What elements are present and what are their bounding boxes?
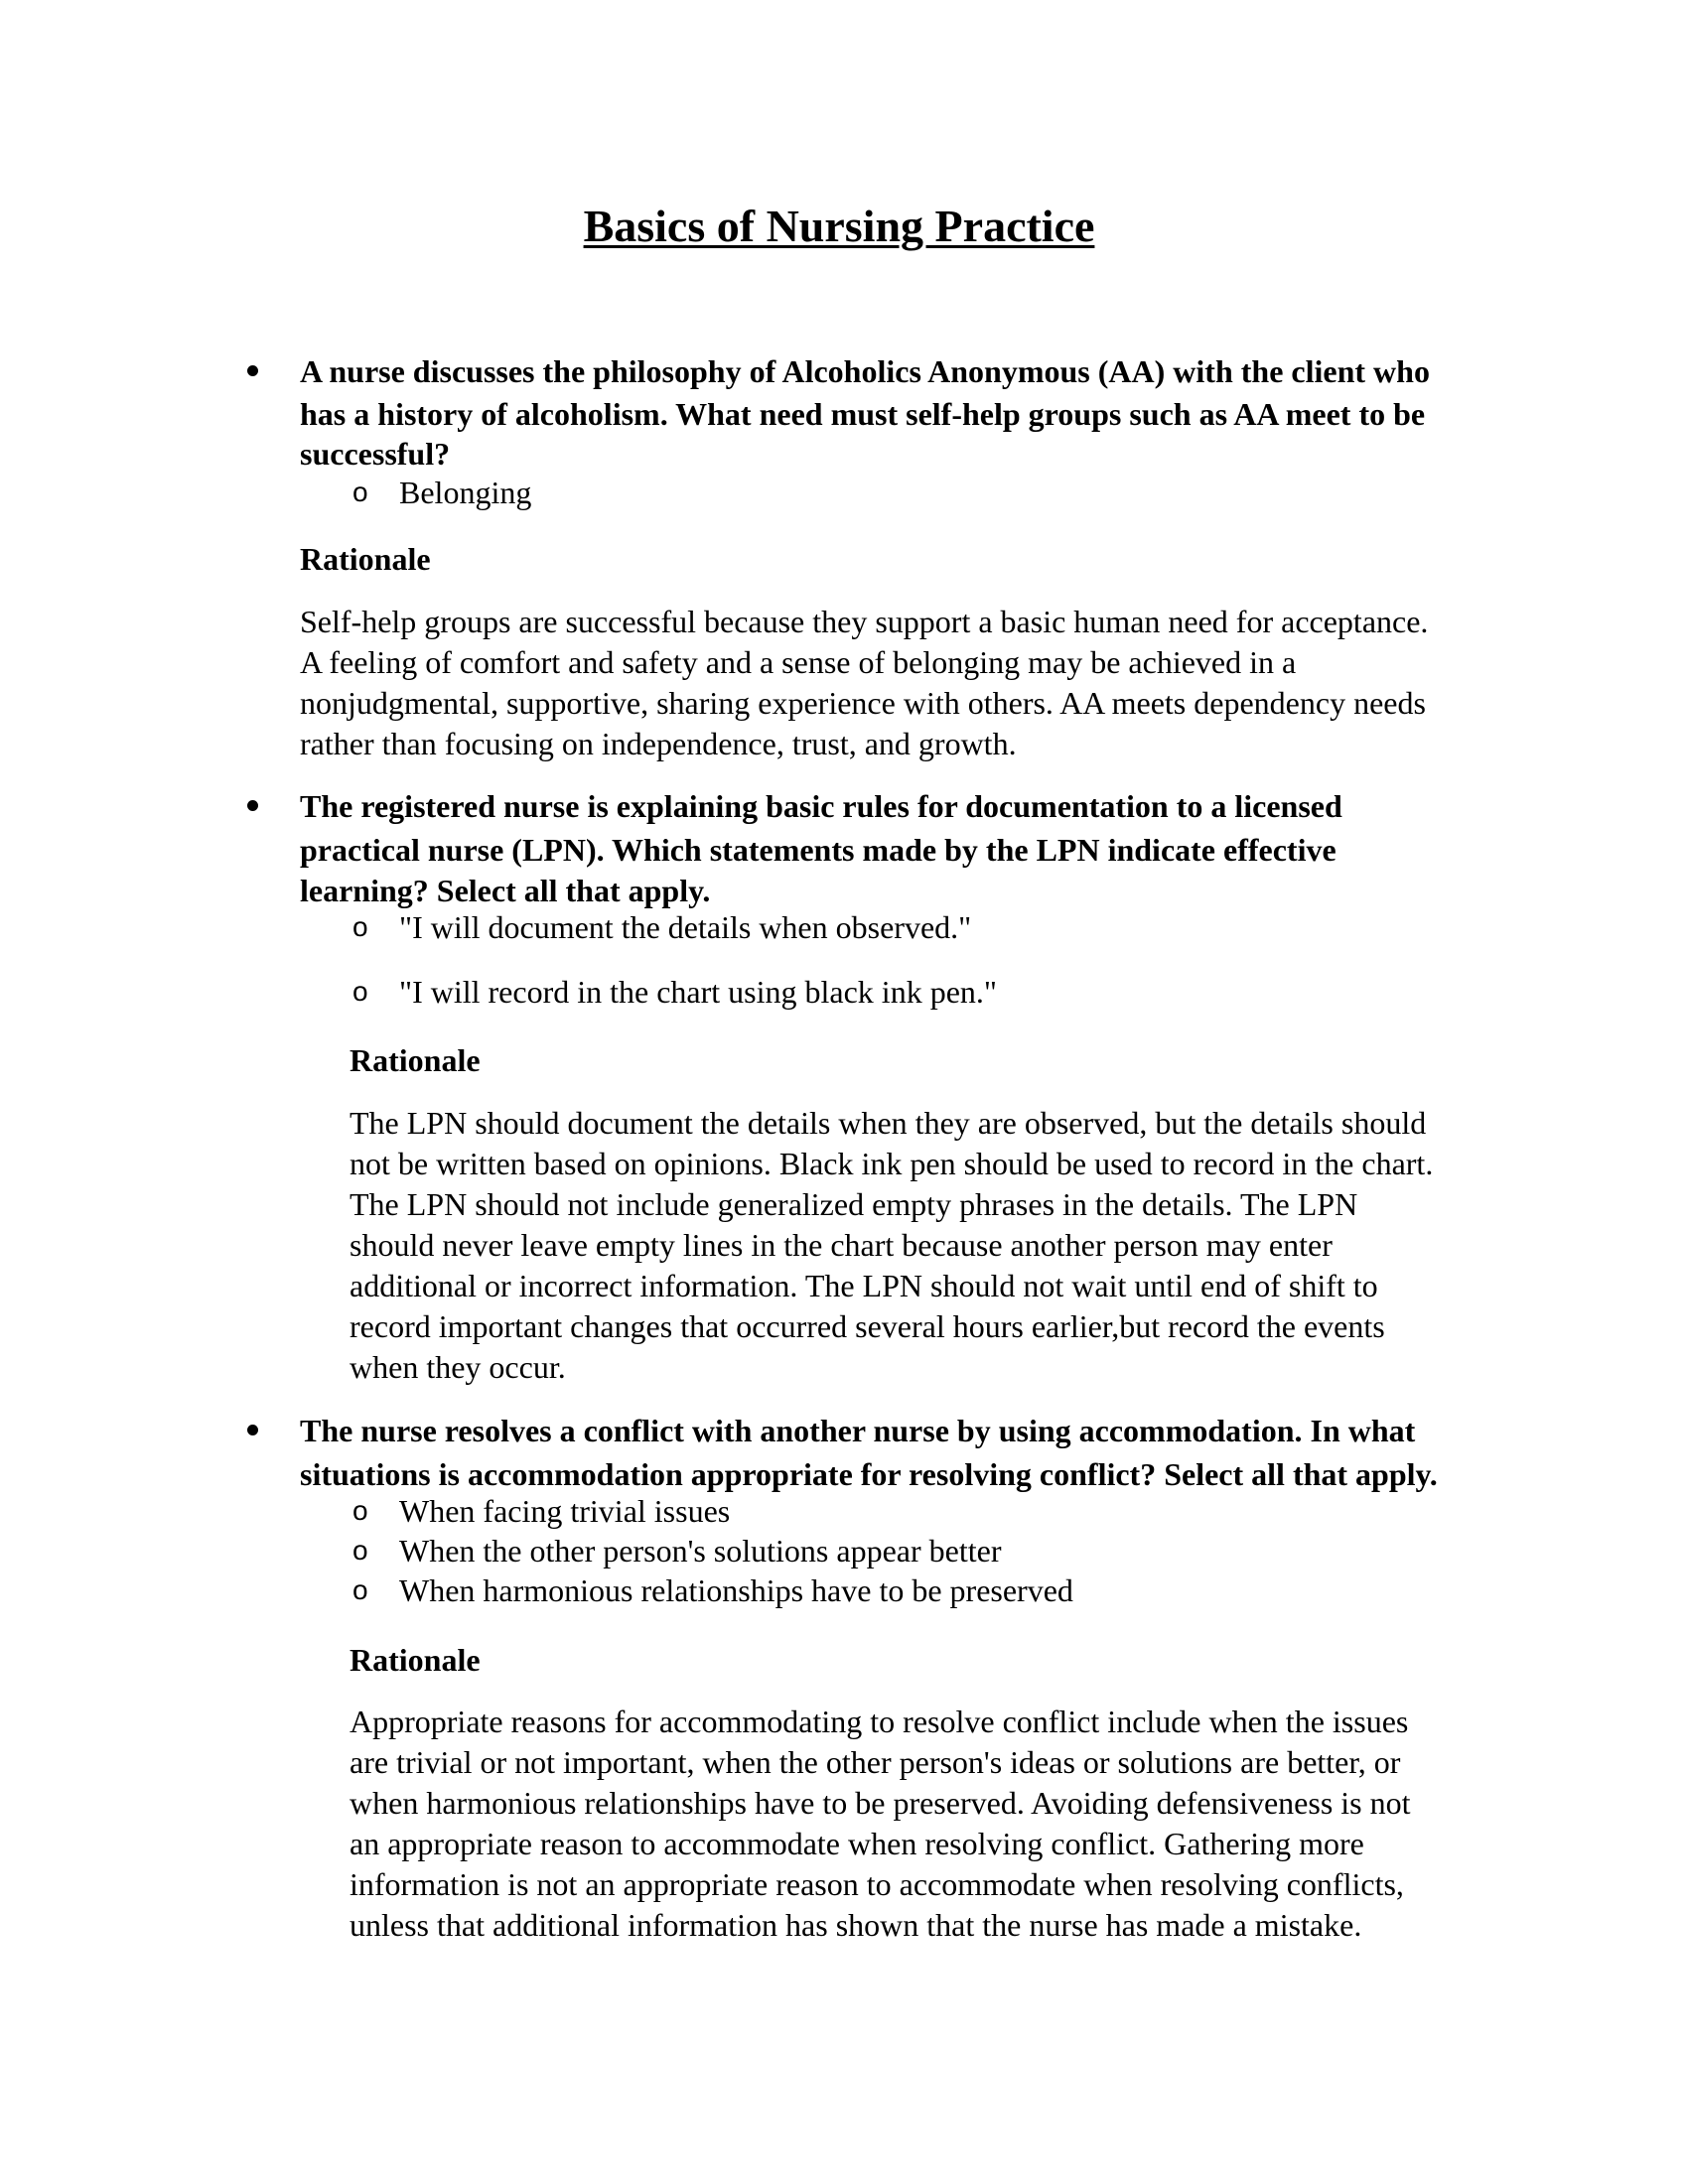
sub-bullet-icon: o [352, 1495, 368, 1526]
rationale-1-heading: Rationale [300, 541, 431, 577]
rationale-3-line-5: information is not an appropriate reason to accommodate when resolving conflicts, [350, 1866, 1404, 1902]
question-1-line-1: A nurse discusses the philosophy of Alcoholics Anonymous (AA) with the client who [300, 353, 1430, 389]
question-1-line-2: has a history of alcoholism. What need must self-help groups such as AA meet to be [300, 396, 1426, 432]
rationale-3-line-1: Appropriate reasons for accommodating to resolve conflict include when the issues [350, 1704, 1409, 1739]
page-title-text: Basics of Nursing Practice [583, 201, 1095, 251]
sub-bullet-icon: o [352, 477, 368, 507]
question-3-line-2: situations is accommodation appropriate for resolving conflict? Select all that apply. [300, 1456, 1438, 1492]
rationale-1-line-3: nonjudgmental, supportive, sharing experience with others. AA meets dependency needs [300, 685, 1426, 721]
question-3-line-1: The nurse resolves a conflict with another nurse by using accommodation. In what [300, 1413, 1416, 1448]
rationale-2-line-4: should never leave empty lines in the chart because another person may enter [350, 1227, 1333, 1263]
question-1-line-3: successful? [300, 436, 451, 472]
rationale-2-line-7: when they occur. [350, 1349, 566, 1385]
rationale-3-line-6: unless that additional information has shown that the nurse has made a mistake. [350, 1907, 1362, 1943]
bullet-icon [247, 800, 258, 811]
rationale-2-line-5: additional or incorrect information. The LPN should not wait until end of shift to [350, 1268, 1378, 1303]
rationale-3-heading: Rationale [350, 1642, 481, 1678]
answer-2-1: "I will document the details when observed." [399, 909, 972, 945]
rationale-2-line-1: The LPN should document the details when they are observed, but the details should [350, 1105, 1427, 1141]
rationale-2-heading: Rationale [350, 1042, 481, 1078]
rationale-1-line-4: rather than focusing on independence, trust, and growth. [300, 726, 1017, 761]
sub-bullet-icon: o [352, 1574, 368, 1605]
rationale-2-line-2: not be written based on opinions. Black ink pen should be used to record in the chart. [350, 1146, 1434, 1181]
bullet-icon [247, 365, 258, 376]
answer-3-3: When harmonious relationships have to be preserved [399, 1572, 1073, 1608]
rationale-3-line-3: when harmonious relationships have to be preserved. Avoiding defensiveness is not [350, 1785, 1411, 1821]
rationale-2-line-6: record important changes that occurred several hours earlier,but record the events [350, 1308, 1385, 1344]
answer-3-1: When facing trivial issues [399, 1493, 731, 1529]
question-2-line-3: learning? Select all that apply. [300, 873, 711, 908]
sub-bullet-icon: o [352, 976, 368, 1007]
sub-bullet-icon: o [352, 1535, 368, 1566]
rationale-2-line-3: The LPN should not include generalized empty phrases in the details. The LPN [350, 1186, 1358, 1222]
question-2-line-2: practical nurse (LPN). Which statements made by the LPN indicate effective [300, 832, 1336, 868]
rationale-3-line-2: are trivial or not important, when the other person's ideas or solutions are better, or [350, 1744, 1401, 1780]
rationale-3-line-4: an appropriate reason to accommodate when resolving conflict. Gathering more [350, 1826, 1364, 1861]
rationale-1-line-2: A feeling of comfort and safety and a sense of belonging may be achieved in a [300, 644, 1297, 680]
answer-1-1: Belonging [399, 475, 532, 510]
page-title [0, 201, 1678, 251]
rationale-1-line-1: Self-help groups are successful because they support a basic human need for acceptance. [300, 604, 1429, 639]
answer-3-2: When the other person's solutions appear better [399, 1533, 1002, 1569]
sub-bullet-icon: o [352, 911, 368, 942]
answer-2-2: "I will record in the chart using black ink pen." [399, 974, 997, 1010]
question-2-line-1: The registered nurse is explaining basic rules for documentation to a licensed [300, 788, 1342, 824]
bullet-icon [247, 1425, 258, 1435]
